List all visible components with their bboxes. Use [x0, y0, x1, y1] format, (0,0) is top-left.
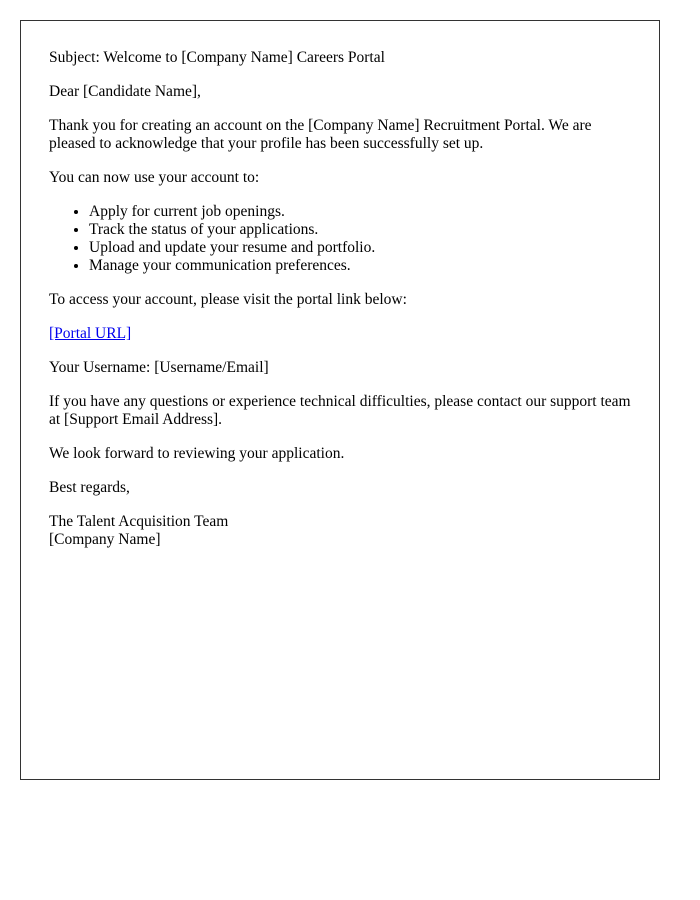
feature-list: [49, 203, 631, 275]
username-paragraph: Your Username: [Username/Email]: [49, 359, 269, 376]
list-item: • Apply for current job openings.: [89, 203, 631, 221]
closing-paragraph: We look forward to reviewing your application.: [49, 445, 345, 462]
list-intro: You can now use your account to:: [49, 169, 260, 186]
portal-link[interactable]: [Portal URL]: [49, 325, 132, 342]
letter-container: [20, 20, 660, 780]
signature-team: The Talent Acquisition Team: [49, 513, 229, 530]
signature-company: [Company Name]: [49, 531, 161, 548]
intro-paragraph: Thank you for creating an account on the [Company Name] Recruitment Portal. We are pleased to acknowledge that your profile has been successfully set up.: [49, 117, 592, 152]
greeting: Dear [Candidate Name],: [49, 83, 201, 100]
list-item: • Manage your communication preferences.: [89, 257, 631, 275]
support-paragraph: If you have any questions or experience technical difficulties, please contact our support team at [Support Email Address].: [49, 393, 631, 428]
portal-link-paragraph: [49, 325, 631, 343]
regards: Best regards,: [49, 479, 130, 496]
subject-line: Subject: Welcome to [Company Name] Careers Portal: [49, 49, 385, 66]
list-item: • Track the status of your applications.: [89, 221, 631, 239]
access-paragraph: To access your account, please visit the portal link below:: [49, 291, 407, 308]
list-item: • Upload and update your resume and portfolio.: [89, 239, 631, 257]
signature-block: [49, 513, 631, 549]
